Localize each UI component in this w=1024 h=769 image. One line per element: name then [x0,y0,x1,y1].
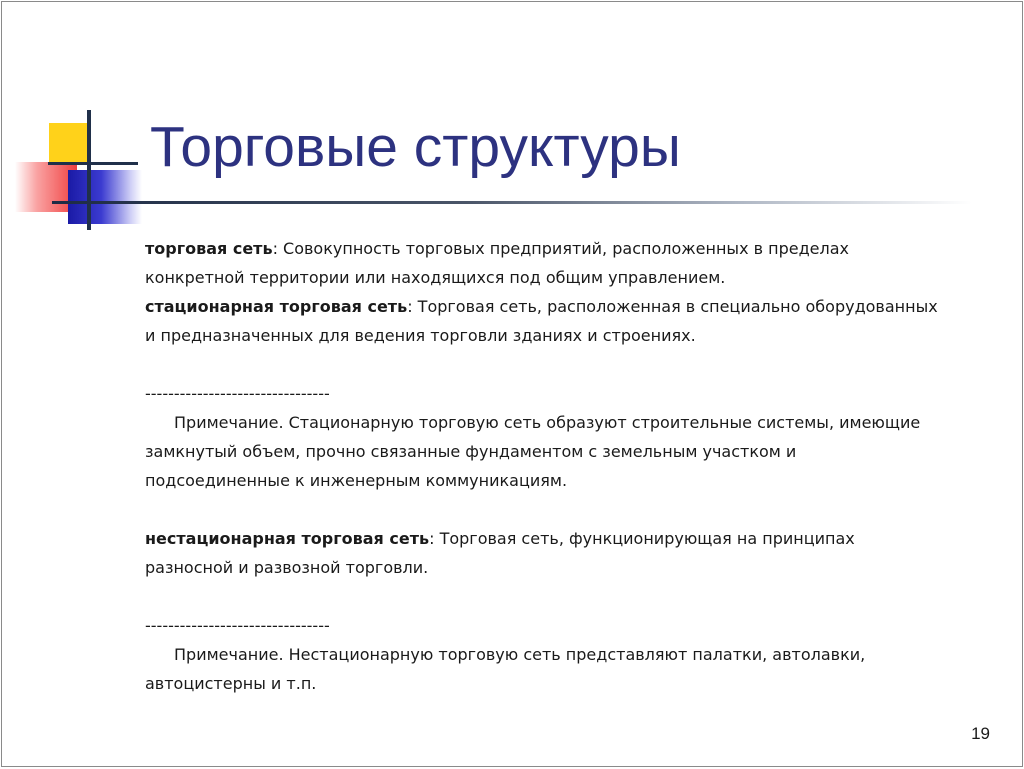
term: нестационарная торговая сеть [145,529,430,548]
spacer [145,350,945,379]
term: стационарная торговая сеть [145,297,408,316]
separator: -------------------------------- [145,616,330,635]
blue-square [68,170,142,224]
definition-stationary-network [145,292,945,350]
term: торговая сеть [145,239,273,258]
vertical-line [87,110,91,230]
note-stationary: Примечание. Стационарную торговую сеть образуют строительные системы, имеющие замкнутый объем, прочно связанные фундаментом с земельным участком и подсоединенные к инженерным коммуникациям. [145,413,921,490]
slide-title: Торговые структуры [150,115,681,179]
definition-text: : Торговая сеть, расположенная в специально оборудованных и предназначенных для ведения торговли зданиях и строениях. [145,297,938,345]
definition-text: : Совокупность торговых предприятий, расположенных в пределах конкретной территории или находящихся под общим управлением. [145,239,849,287]
definition-trade-network [145,234,945,292]
spacer [145,495,945,524]
definition-nonstationary-network [145,524,945,582]
spacer [145,582,945,611]
slide [1,1,1023,767]
page-number: 19 [971,724,990,743]
slide-body [145,234,945,698]
cross-line [48,162,138,165]
note-nonstationary: Примечание. Нестационарную торговую сеть представляют палатки, автолавки, автоцистерны и т.п. [145,645,866,693]
yellow-square [49,123,89,165]
title-underline [52,201,972,204]
decorative-logo [2,2,142,242]
definition-text: : Торговая сеть, функционирующая на принципах разносной и развозной торговли. [145,529,855,577]
separator: -------------------------------- [145,384,330,403]
